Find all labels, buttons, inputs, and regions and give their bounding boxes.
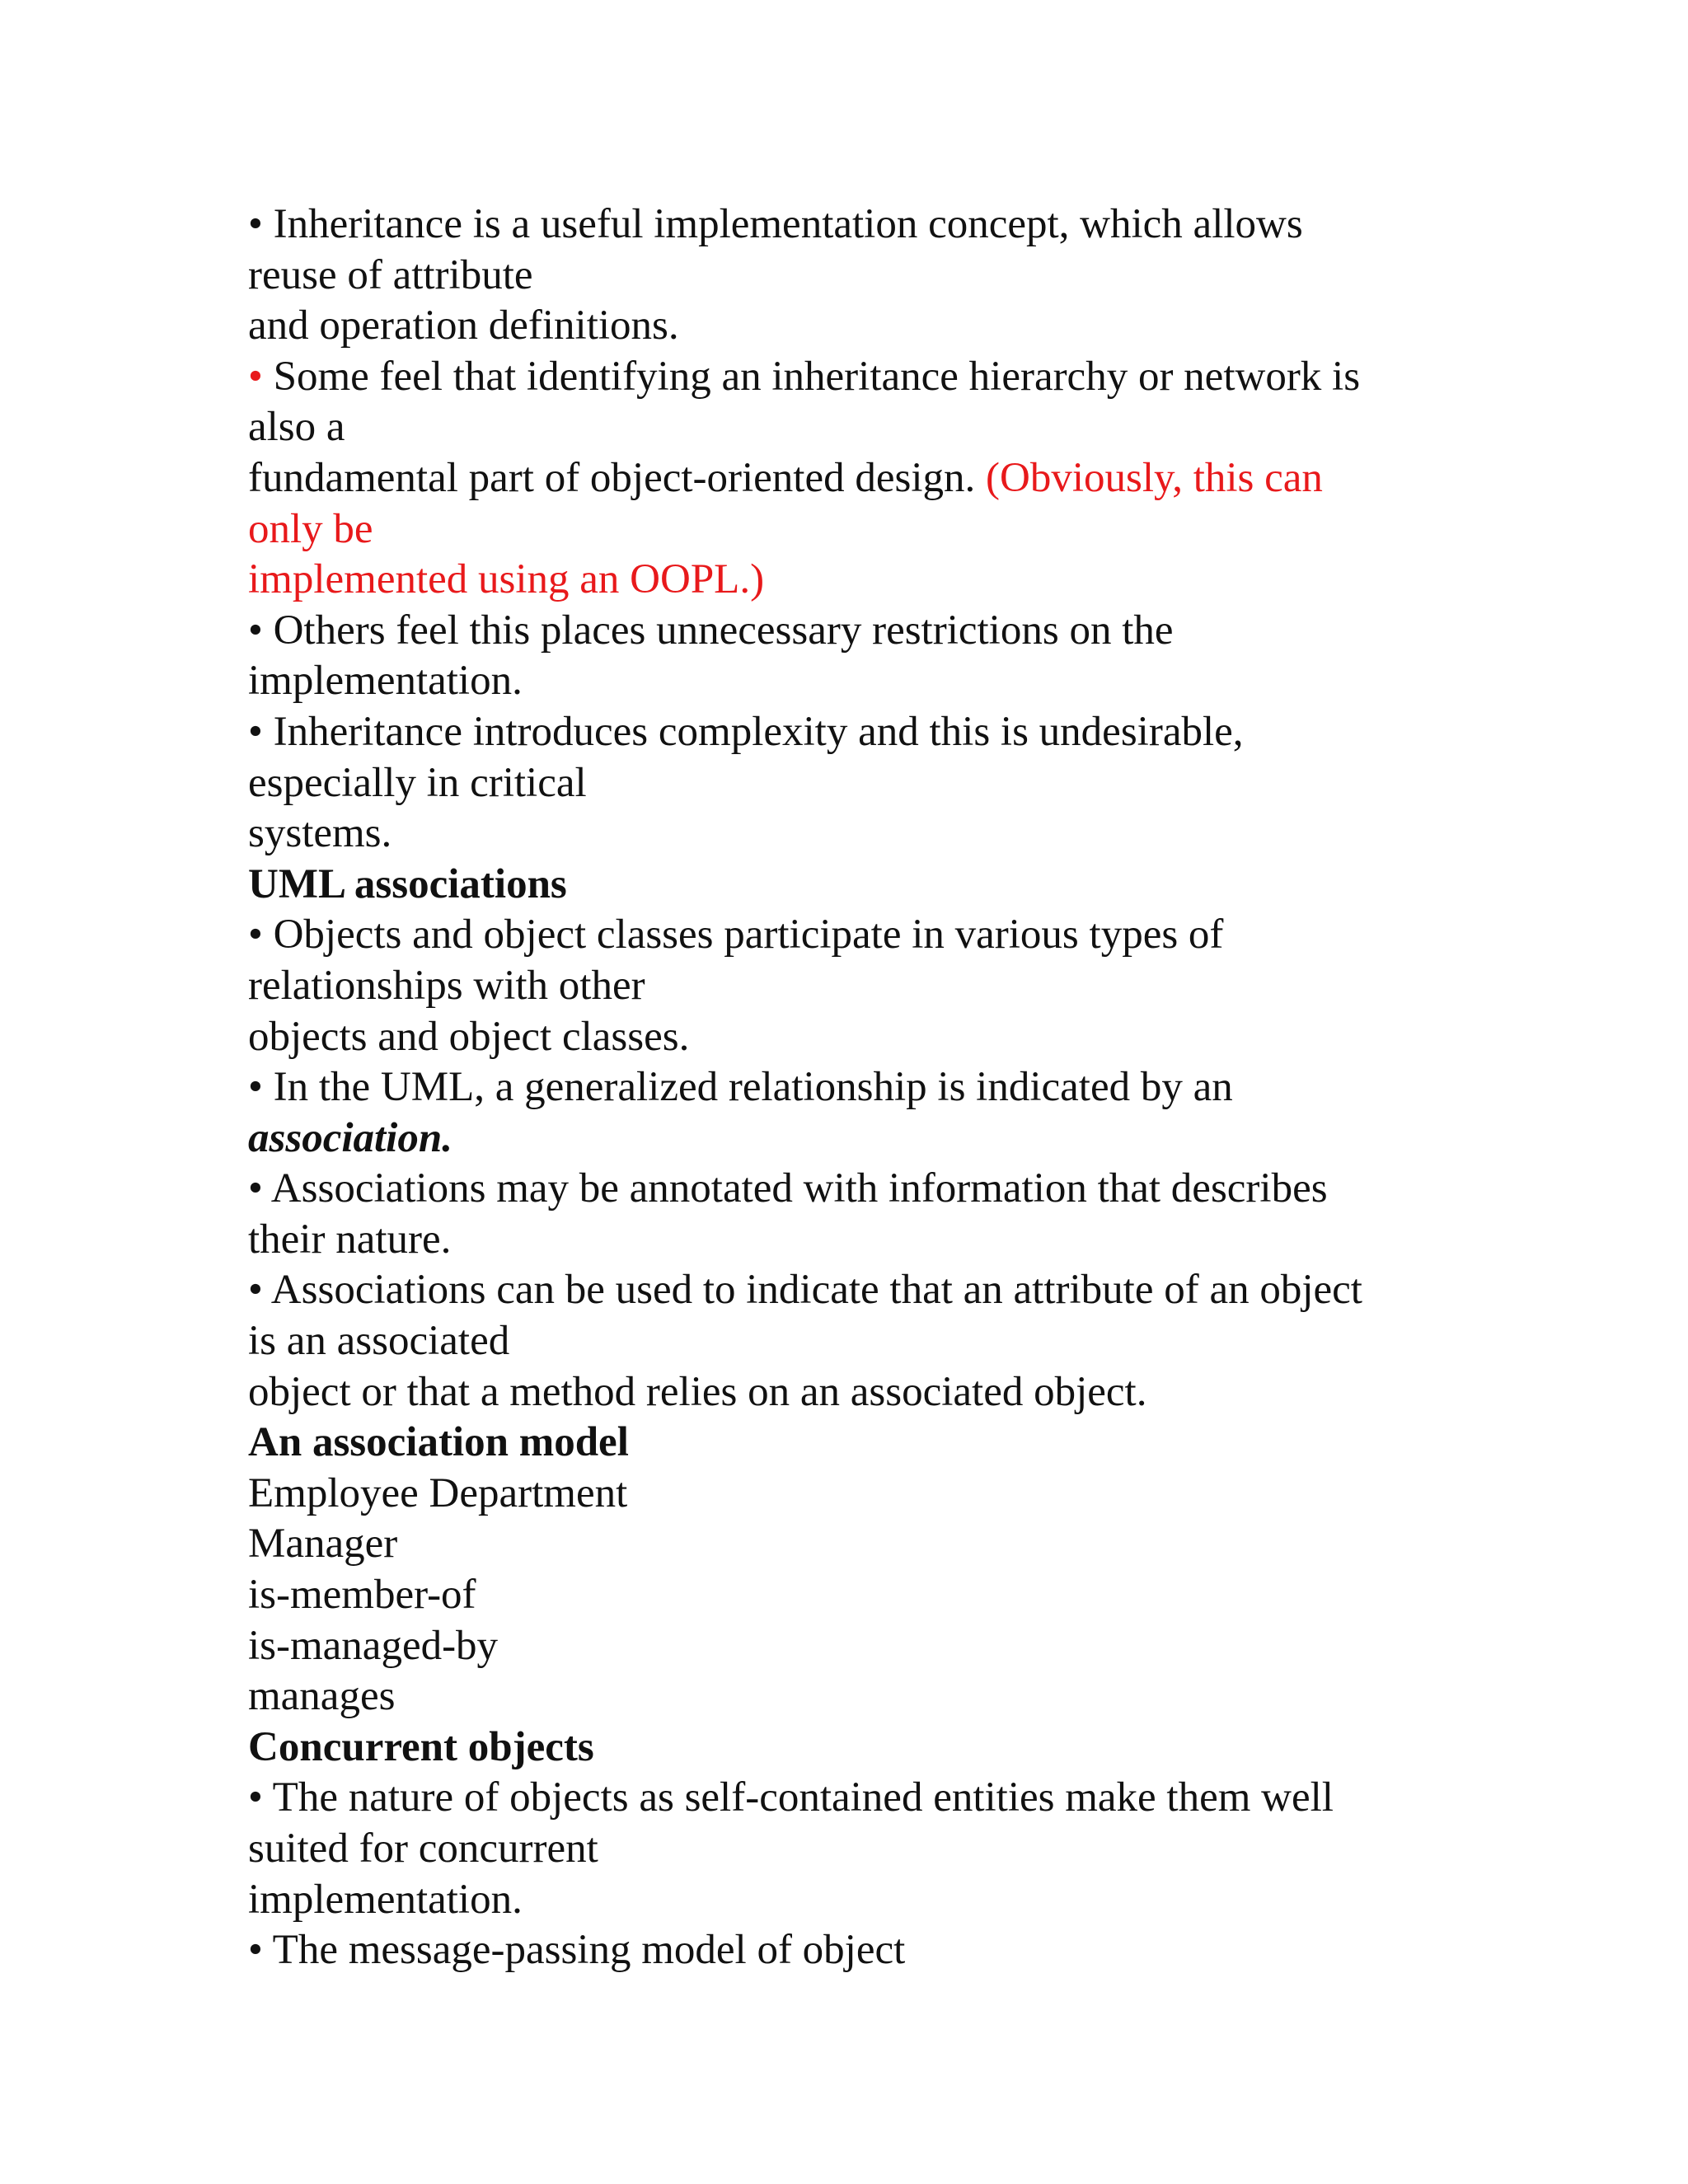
line-text: objects and object classes. — [248, 1013, 690, 1060]
document-body — [248, 199, 1484, 1976]
text-line — [248, 1621, 1484, 1672]
bullet-line — [248, 1265, 1484, 1316]
line-text: also a — [248, 404, 345, 451]
line-text: fundamental part of object-oriented design. — [248, 454, 987, 501]
bullet-line — [248, 707, 1484, 758]
highlighted-text: implemented using an OOPL.) — [248, 556, 765, 603]
line-text: • Associations may be annotated with information that describes — [248, 1165, 1328, 1212]
line-text: • Inheritance is a useful implementation concept, which allows — [248, 201, 1303, 247]
text-line — [248, 251, 1484, 302]
bullet-line — [248, 606, 1484, 657]
line-text: • The message-passing model of object — [248, 1927, 906, 1974]
line-text: systems. — [248, 810, 392, 857]
line-text: is-managed-by — [248, 1622, 499, 1669]
line-text: is an associated — [248, 1318, 510, 1365]
text-line — [248, 1570, 1484, 1621]
text-line — [248, 656, 1484, 707]
bullet-line — [248, 910, 1484, 961]
line-text: suited for concurrent — [248, 1825, 598, 1872]
text-line — [248, 504, 1484, 555]
line-text: is-member-of — [248, 1572, 476, 1619]
heading-text: An association model — [248, 1419, 629, 1466]
text-line — [248, 758, 1484, 809]
line-text: relationships with other — [248, 962, 645, 1009]
text-line — [248, 1215, 1484, 1266]
bullet-line — [248, 199, 1484, 251]
text-line — [248, 402, 1484, 453]
line-text: • Associations can be used to indicate that an attribute of an object — [248, 1267, 1362, 1314]
section-heading — [248, 1418, 1484, 1469]
line-text: • In the UML, a generalized relationship is indicated by an — [248, 1064, 1233, 1111]
highlighted-text: • — [248, 353, 263, 400]
bullet-line — [248, 352, 1484, 403]
heading-text: UML associations — [248, 860, 567, 907]
highlighted-text: only be — [248, 505, 373, 552]
line-text: their nature. — [248, 1216, 452, 1263]
section-heading — [248, 860, 1484, 911]
text-line — [248, 1519, 1484, 1570]
line-text: • Others feel this places unnecessary restrictions on the — [248, 607, 1174, 654]
text-line — [248, 961, 1484, 1012]
emphasized-term: association. — [248, 1114, 452, 1161]
line-text: Manager — [248, 1521, 398, 1568]
text-line — [248, 555, 1484, 606]
text-line — [248, 1824, 1484, 1875]
text-line — [248, 1113, 1484, 1165]
text-line — [248, 1875, 1484, 1926]
text-line — [248, 1316, 1484, 1367]
line-text: Employee Department — [248, 1469, 628, 1516]
text-line — [248, 1012, 1484, 1063]
heading-text: Concurrent objects — [248, 1723, 594, 1770]
line-text: • Objects and object classes participate in various types of — [248, 912, 1224, 958]
text-line — [248, 808, 1484, 860]
line-text: manages — [248, 1673, 396, 1720]
text-line — [248, 1367, 1484, 1418]
line-text: and operation definitions. — [248, 302, 679, 349]
text-line — [248, 1469, 1484, 1520]
section-heading — [248, 1722, 1484, 1774]
line-text: Some feel that identifying an inheritance hierarchy or network is — [262, 353, 1361, 400]
line-text: • The nature of objects as self-contained entities make them well — [248, 1774, 1334, 1821]
bullet-line — [248, 1925, 1484, 1976]
bullet-line — [248, 1773, 1484, 1824]
text-line — [248, 453, 1484, 504]
line-text: reuse of attribute — [248, 251, 533, 298]
text-line — [248, 301, 1484, 352]
bullet-line — [248, 1062, 1484, 1113]
highlighted-text: (Obviously, this can — [986, 454, 1323, 501]
bullet-line — [248, 1164, 1484, 1215]
line-text: • Inheritance introduces complexity and this is undesirable, — [248, 708, 1244, 755]
line-text: especially in critical — [248, 759, 587, 806]
line-text: implementation. — [248, 1876, 523, 1923]
line-text: implementation. — [248, 658, 523, 705]
line-text: object or that a method relies on an associated object. — [248, 1368, 1147, 1415]
text-line — [248, 1671, 1484, 1722]
